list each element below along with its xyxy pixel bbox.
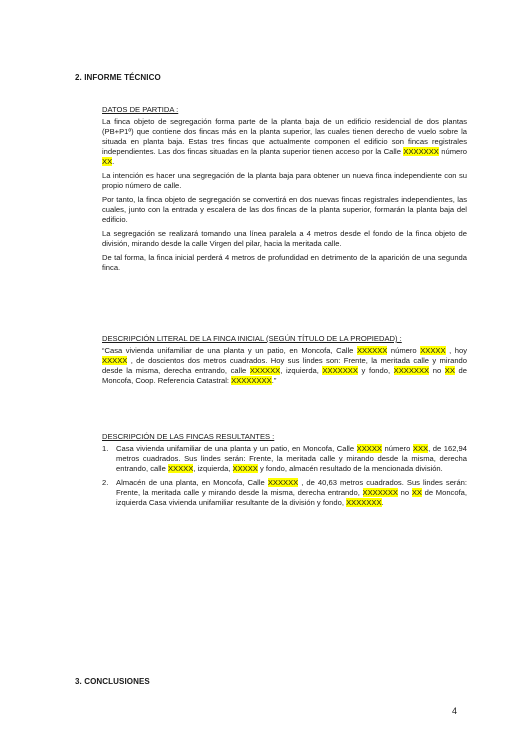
datos-de-partida-block (102, 105, 467, 277)
list-item (102, 444, 467, 474)
datos-de-partida-heading: DATOS DE PARTIDA : (102, 105, 179, 114)
datos-paragraph-1 (102, 117, 467, 167)
datos-p1-mid: número (438, 147, 467, 156)
redacted-street: XXXXXX (356, 346, 388, 355)
redacted-cadastral-reference: XXXXXXXX (231, 376, 272, 385)
item1-text-1: Casa vivienda unifamiliar de una planta y un patio, en Moncofa, Calle (116, 444, 357, 453)
redacted-right-boundary: XXXXXXX (362, 488, 398, 497)
section-title-conclusiones: 3. CONCLUSIONES (75, 677, 150, 686)
descripcion-literal-heading: DESCRIPCIÓN LITERAL DE LA FINCA INICIAL (SEGÚN TÍTULO DE LA PROPIEDAD) : (102, 334, 402, 343)
datos-paragraph-5: De tal forma, la finca inicial perderá 4 metros de profundidad en detrimento de la aparición de una segunda finca. (102, 253, 467, 272)
item1-text-5: y fondo, almacén resultado de la mencionada división. (257, 464, 443, 473)
redacted-street: XXXXXX (267, 478, 299, 487)
literal-text-3: , hoy (445, 346, 468, 355)
redacted-number: XXXXX (420, 346, 446, 355)
fincas-resultantes-list (102, 444, 467, 508)
descripcion-literal-block (102, 334, 467, 390)
redacted-number: XX (411, 488, 422, 497)
datos-paragraph-2: La intención es hacer una segregación de la planta baja para obtener un nueva finca independiente con su propio número de calle. (102, 171, 467, 190)
literal-text-4: , de doscientos dos metros cuadrados. Hoy sus lindes son: Frente, la meritada calle y mirando desde la misma, derecha entrando, calle (102, 356, 467, 375)
fincas-resultantes-heading: DESCRIPCIÓN DE LAS FINCAS RESULTANTES : (102, 432, 275, 441)
redacted-street: XXXXXXX (403, 147, 439, 156)
datos-paragraph-3: Por tanto, la finca objeto de segregación se convertirá en dos nuevas fincas registrales independientes, las cuales, junto con la entrada y escalera de las dos fincas de la planta superior, formarán la planta baja del edificio. (102, 195, 467, 224)
list-item-number: 2. (102, 478, 109, 487)
item2-text-2: , de 40,63 metros cuadrados. Sus lindes serán: Frente, la meritada calle y mirando desde la misma, derecha entrando, (116, 478, 468, 497)
redacted-back-number: XX (444, 366, 455, 375)
item2-text-5: . (381, 498, 384, 507)
item2-text-4: de Moncofa, izquierda Casa vivienda unifamiliar resultante de la división y fondo, (116, 488, 468, 507)
datos-p1-end: . (112, 157, 115, 166)
item1-text-4: , izquierda, (193, 464, 233, 473)
fincas-resultantes-block (102, 432, 467, 512)
redacted-street: XXXXX (356, 444, 382, 453)
descripcion-literal-paragraph (102, 346, 467, 386)
literal-text-1: “Casa vivienda unifamiliar de una planta y un patio, en Moncofa, Calle (102, 346, 357, 355)
list-item (102, 478, 467, 508)
datos-paragraph-4: La segregación se realizará tomando una línea paralela a 4 metros desde el fondo de la finca objeto de división, mirando desde la calle Virgen del pilar, hacia la meritada calle. (102, 229, 467, 248)
redacted-left-boundary: XXXXXXX (322, 366, 358, 375)
datos-p1-text: La finca objeto de segregación forma parte de la planta baja de un edificio residencial de dos plantas (PB+P1º) que contiene dos fincas más en la planta superior, las cuales tienen derecho de vuelo sobre la situada en planta baja. Estas tres fincas que actualmente componen el edificio son fincas registrales independientes. Las dos fincas situadas en la planta superior tienen acceso por la Calle (102, 117, 467, 156)
redacted-right-street: XXXXXX (249, 366, 281, 375)
redacted-number: XX (102, 157, 113, 166)
item2-text-3: no (397, 488, 412, 497)
redacted-back-boundary: XXXXXXX (346, 498, 382, 507)
redacted-number: XXX (412, 444, 429, 453)
redacted-right-street: XXXXX (167, 464, 194, 473)
redacted-back-boundary: XXXXXXX (393, 366, 430, 375)
literal-text-7: no (429, 366, 445, 375)
item2-text-1: Almacén de una planta, en Moncofa, Calle (116, 478, 268, 487)
literal-text-9: .” (271, 376, 277, 385)
redacted-current-address: XXXXX (102, 356, 128, 365)
page-number: 4 (451, 706, 457, 716)
section-title-informe-tecnico: 2. INFORME TÉCNICO (75, 73, 161, 82)
list-item-number: 1. (102, 444, 109, 453)
redacted-left-boundary: XXXXX (232, 464, 258, 473)
literal-text-2: número (387, 346, 421, 355)
literal-text-5: , izquierda, (280, 366, 323, 375)
item1-text-3: , de 162,94 metros cuadrados. Sus lindes serán: Frente, la meritada calle y mirando desde la misma, derecha entrando, calle (116, 444, 468, 473)
item1-text-2: número (381, 444, 413, 453)
literal-text-6: y fondo, (357, 366, 394, 375)
literal-text-8: de Moncofa, Coop. Referencia Catastral: (102, 366, 467, 385)
